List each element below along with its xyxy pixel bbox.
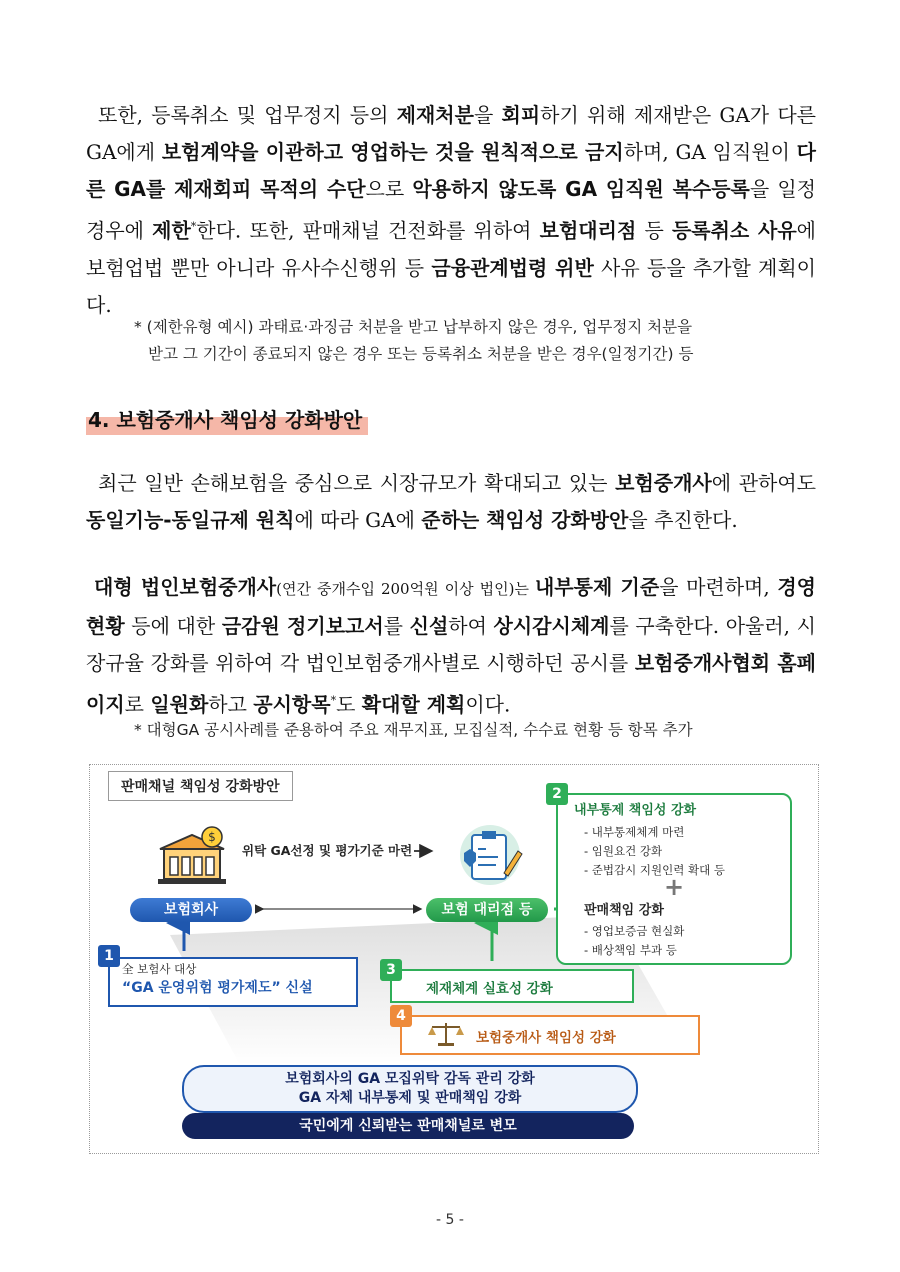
footnote-marker: * xyxy=(190,220,197,233)
arrow-label-criteria: 위탁 GA선정 및 평가기준 마련 xyxy=(242,843,413,858)
summary-line-1: 보험회사의 GA 모집위탁 감독 관리 강화 xyxy=(285,1071,535,1087)
agency-pill: 보험 대리점 등 xyxy=(426,898,548,922)
footnote-restriction-examples xyxy=(134,314,824,368)
footnote-disclosure-items: * 대형GA 공시사례를 준용하여 주요 재무지표, 모집실적, 수수료 현황 등 항목 추가 xyxy=(134,721,693,739)
page-number: - 5 - xyxy=(436,1212,464,1228)
box2-item-4: - 영업보증금 현실화 xyxy=(584,924,685,938)
diagram-title: 판매채널 책임성 강화방안 xyxy=(108,771,293,801)
footnote-line-2: 받고 그 기간이 종료되지 않은 경우 또는 등록취소 처분을 받은 경우(일정기간) 등 xyxy=(148,345,694,363)
plus-icon: + xyxy=(664,873,685,901)
box2-number: 2 xyxy=(546,783,568,805)
box2-item-5: - 배상책임 부과 등 xyxy=(584,943,677,957)
paragraph-large-broker: 대형 법인보험중개사(연간 중개수입 200억원 이상 법인)는 내부통제 기준을 마련하며, 경영현황 등에 대한 금감원 정기보고서를 신설하여 상시감시체계를 구축한다. 아울러, 시장규율 강화를 위하여 각 법인보험중개사별로 시행하던 공시를 보험중개사협회 홈페이지로 일원화하고 공시항목*도 확대할 계획이다. xyxy=(86,575,816,717)
insurer-building-icon xyxy=(152,825,232,887)
box1-number: 1 xyxy=(98,945,120,967)
box1-line-2: “GA 운영위험 평가제도” 신설 xyxy=(122,980,313,996)
box-broker-responsibility xyxy=(396,1008,700,1055)
box3-label: 제재체계 실효성 강화 xyxy=(426,981,553,997)
box-ga-risk-evaluation xyxy=(104,948,358,1007)
insurer-pill: 보험회사 xyxy=(130,898,252,922)
box2-item-2: - 임원요건 강화 xyxy=(584,844,663,858)
svg-text:$: $ xyxy=(208,830,216,844)
handshake-scale-icon xyxy=(426,1021,466,1047)
box2-item-3: - 준법감시 지원인력 확대 등 xyxy=(584,863,725,877)
section-title: 4. 보험중개사 책임성 강화방안 xyxy=(86,402,368,435)
box4-label: 보험중개사 책임성 강화 xyxy=(476,1030,616,1046)
summary-line-2: GA 자체 내부통제 및 판매책임 강화 xyxy=(298,1090,522,1106)
box2-heading-sales: 판매책임 강화 xyxy=(584,903,664,918)
agency-document-icon xyxy=(450,823,530,887)
summary-pill xyxy=(182,1065,638,1113)
box2-item-1: - 내부통제체계 마련 xyxy=(584,825,685,839)
box1-line-1: 全 보험사 대상 xyxy=(122,962,197,976)
box4-number: 4 xyxy=(390,1005,412,1027)
paragraph-sanction-avoidance: 또한, 등록취소 및 업무정지 등의 제재처분을 회피하기 위해 제재받은 GA가 다른 GA에게 보험계약을 이관하고 영업하는 것을 원칙적으로 금지하며, GA 임직원이 다른 GA를 제재회피 목적의 수단으로 악용하지 않도록 GA 임직원 복수등록을 일정 경우에 제한*한다. 또한, 판매채널 건전화를 위하여 보험대리점 등 등록취소 사유에 보험업법 뿐만 아니라 유사수신행위 등 금융관계법령 위반 사유 등을 추가할 계획이다. xyxy=(86,103,816,317)
footnote-line-1: * (제한유형 예시) 과태료·과징금 처분을 받고 납부하지 않은 경우, 업무정지 처분을 xyxy=(134,318,693,336)
box-sanction-effectiveness xyxy=(386,962,634,1003)
box-internal-control xyxy=(552,786,792,965)
box3-number: 3 xyxy=(380,959,402,981)
footnote-marker: * xyxy=(330,694,337,707)
policy-diagram xyxy=(89,764,819,1154)
paragraph-broker-intro: 최근 일반 손해보험을 중심으로 시장규모가 확대되고 있는 보험중개사에 관하여도 동일기능-동일규제 원칙에 따라 GA에 준하는 책임성 강화방안을 추진한다. xyxy=(86,471,816,532)
conclusion-pill: 국민에게 신뢰받는 판매채널로 변모 xyxy=(182,1113,634,1139)
box2-heading-internal: 내부통제 책임성 강화 xyxy=(574,803,697,818)
